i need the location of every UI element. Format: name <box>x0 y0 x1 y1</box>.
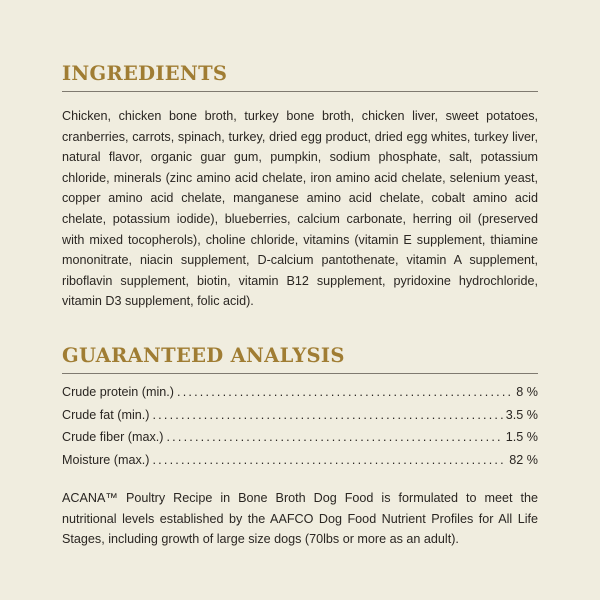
dot-leader <box>152 449 506 472</box>
analysis-label: Crude fiber (max.) <box>62 430 164 444</box>
analysis-row-crude-fat <box>62 404 538 427</box>
ingredients-heading: INGREDIENTS <box>62 62 538 92</box>
analysis-label: Crude protein (min.) <box>62 385 174 399</box>
aafco-statement: ACANA™ Poultry Recipe in Bone Broth Dog Food is formulated to meet the nutritional levels established by the AAFCO Dog Food Nutrient Profiles for All Life Stages, including growth of large size dogs (70lbs or more as an adult). <box>62 491 538 547</box>
dot-leader <box>177 381 513 404</box>
dot-leader <box>152 404 502 427</box>
dot-leader <box>166 426 502 449</box>
analysis-value: 82 % <box>509 452 538 467</box>
analysis-value: 1.5 % <box>505 430 538 444</box>
analysis-row-crude-protein <box>62 381 538 404</box>
analysis-row-crude-fiber <box>62 426 538 449</box>
analysis-row-moisture <box>62 449 538 472</box>
guaranteed-analysis-table <box>62 381 538 471</box>
analysis-value: 8 % <box>516 385 538 399</box>
guaranteed-analysis-heading: GUARANTEED ANALYSIS <box>62 344 538 374</box>
analysis-value: 3.5 % <box>505 407 538 422</box>
analysis-label: Moisture (max.) <box>62 452 150 467</box>
ingredients-text: Chicken, chicken bone broth, turkey bone broth, chicken liver, sweet potatoes, cranberries, carrots, spinach, turkey, dried egg product, dried egg whites, turkey liver, natural flavor, organic guar gum, pumpkin, sodium phosphate, salt, potassium chloride, minerals (zinc amino acid chelate, iron amino acid chelate, selenium yeast, copper amino acid chelate, manganese amino acid chelate, cobalt amino acid chelate, potassium iodide), blueberries, calcium carbonate, herring oil (preserved with mixed tocopherols), choline chloride, vitamins (vitamin E supplement, thiamine mononitrate, niacin supplement, D-calcium pantothenate, vitamin A supplement, riboflavin supplement, biotin, vitamin B12 supplement, pyridoxine hydrochloride, vitamin D3 supplement, folic acid). <box>62 109 538 309</box>
analysis-label: Crude fat (min.) <box>62 407 150 422</box>
